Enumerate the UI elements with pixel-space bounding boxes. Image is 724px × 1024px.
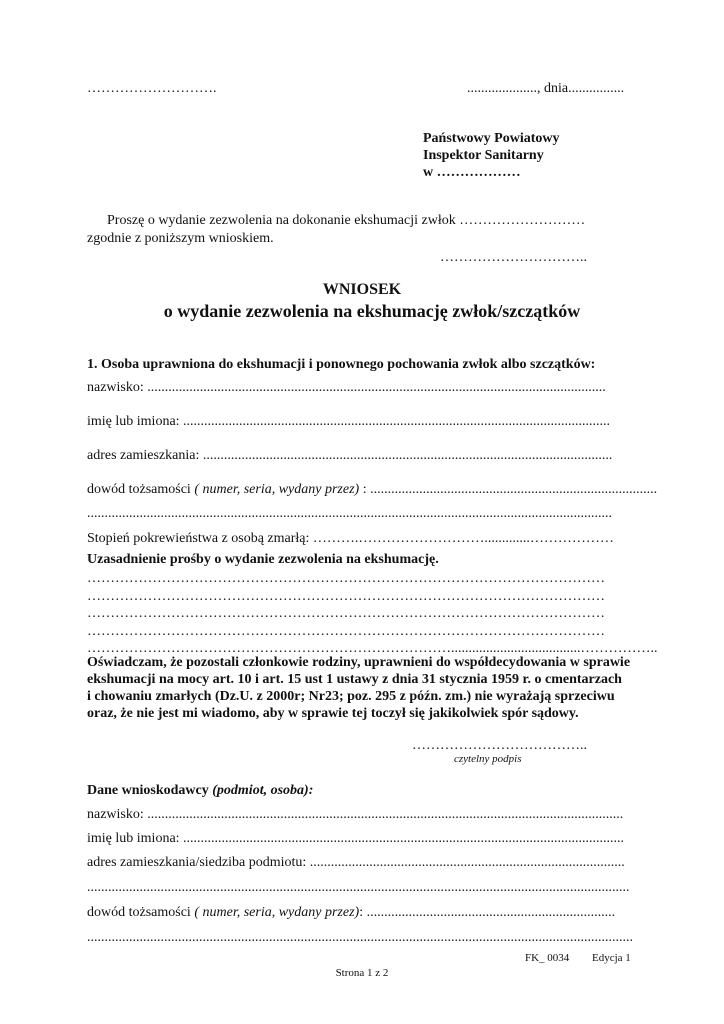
applicant-id-continuation-field[interactable]: ............................................................................................................................................................: [87, 930, 633, 945]
justification-line[interactable]: …………………………………………………………………………………………………: [87, 589, 605, 604]
applicant-address-continuation-field[interactable]: ...........................................................................................................................................................: [87, 880, 630, 895]
applicant-heading-italic: (podmiot, osoba):: [212, 783, 314, 798]
first-names-field[interactable]: imię lub imiona: ..........................................................................................................................: [87, 414, 611, 429]
recipient-line-3[interactable]: w ………………: [423, 165, 521, 180]
declaration-line: ekshumacji na mocy art. 10 i art. 15 ust 1 ustawy z dnia 31 stycznia 1959 r. o cmentarzach: [87, 672, 622, 687]
id-document-field[interactable]: [87, 481, 657, 498]
recipient-line-2: Inspektor Sanitarny: [423, 148, 544, 163]
form-subtitle: o wydanie zezwolenia na ekshumację zwłok/szczątków: [163, 301, 581, 321]
id-document-dots: : ..................................................................................: [359, 482, 658, 497]
justification-line[interactable]: …………………………………………………………………….....................................……………..: [87, 641, 658, 656]
form-code: FK_ 0034: [525, 952, 570, 964]
justification-line[interactable]: …………………………………………………………………………………………………: [87, 624, 605, 639]
applicant-id-document-label: dowód tożsamości: [87, 905, 195, 920]
form-title: WNIOSEK: [322, 281, 402, 298]
page-number: Strona 1 z 2: [335, 967, 389, 979]
address-field[interactable]: adres zamieszkania: .....................................................................................................................: [87, 448, 613, 463]
place-field[interactable]: ……………………….: [87, 81, 217, 96]
applicant-id-document-dots: : .......................................................................: [359, 905, 616, 920]
justification-line[interactable]: …………………………………………………………………………………………………: [87, 571, 605, 586]
applicant-heading: [87, 782, 313, 799]
recipient-line-1: Państwowy Powiatowy: [423, 131, 560, 146]
applicant-id-document-field[interactable]: [87, 904, 615, 921]
surname-field[interactable]: nazwisko: ...................................................................................................................................: [87, 380, 606, 395]
request-signature-field[interactable]: …………………………..: [440, 250, 587, 265]
justification-line[interactable]: …………………………………………………………………………………………………: [87, 606, 605, 621]
request-line-2: zgodnie z poniższym wnioskiem.: [87, 231, 274, 246]
id-document-continuation-field[interactable]: ......................................................................................................................................................: [87, 506, 612, 521]
justification-heading: Uzasadnienie prośby o wydanie zezwolenia na ekshumację.: [87, 552, 439, 567]
signature-field[interactable]: ………………………………..: [412, 738, 587, 753]
edition-label: Edycja 1: [592, 952, 631, 964]
applicant-first-names-field[interactable]: imię lub imiona: ..............................................................................................................................: [87, 831, 625, 846]
applicant-address-field[interactable]: adres zamieszkania/siedziba podmiotu: ..........................................................................................: [87, 855, 625, 870]
declaration-line: i chowaniu zmarłych (Dz.U. z 2000r; Nr23; poz. 295 z późn. zm.) nie wyrażają sprzeciwu: [87, 689, 615, 704]
declaration-line: oraz, że nie jest mi wiadomo, aby w sprawie tej toczył się jakikolwiek spór sądowy.: [87, 706, 579, 721]
applicant-heading-bold: Dane wnioskodawcy: [87, 783, 213, 798]
section-1-heading: 1. Osoba uprawniona do ekshumacji i ponownego pochowania zwłok albo szczątków:: [87, 357, 596, 372]
signature-label: czytelny podpis: [454, 753, 522, 765]
request-line-1: Proszę o wydanie zezwolenia na dokonanie ekshumacji zwłok ………………………: [107, 213, 586, 228]
id-document-hint: ( numer, seria, wydany przez): [194, 482, 360, 497]
id-document-label: dowód tożsamości: [87, 482, 191, 497]
declaration-line: Oświadczam, że pozostali członkowie rodziny, uprawnieni do współdecydowania w sprawie: [87, 655, 631, 670]
date-field[interactable]: ...................., dnia................: [467, 81, 625, 96]
kinship-field[interactable]: Stopień pokrewieństwa z osobą zmarłą: ……….……………………….............………………: [87, 531, 614, 546]
applicant-id-document-hint: ( numer, seria, wydany przez): [194, 905, 360, 920]
applicant-surname-field[interactable]: nazwisko: ........................................................................................................................................: [87, 807, 624, 822]
